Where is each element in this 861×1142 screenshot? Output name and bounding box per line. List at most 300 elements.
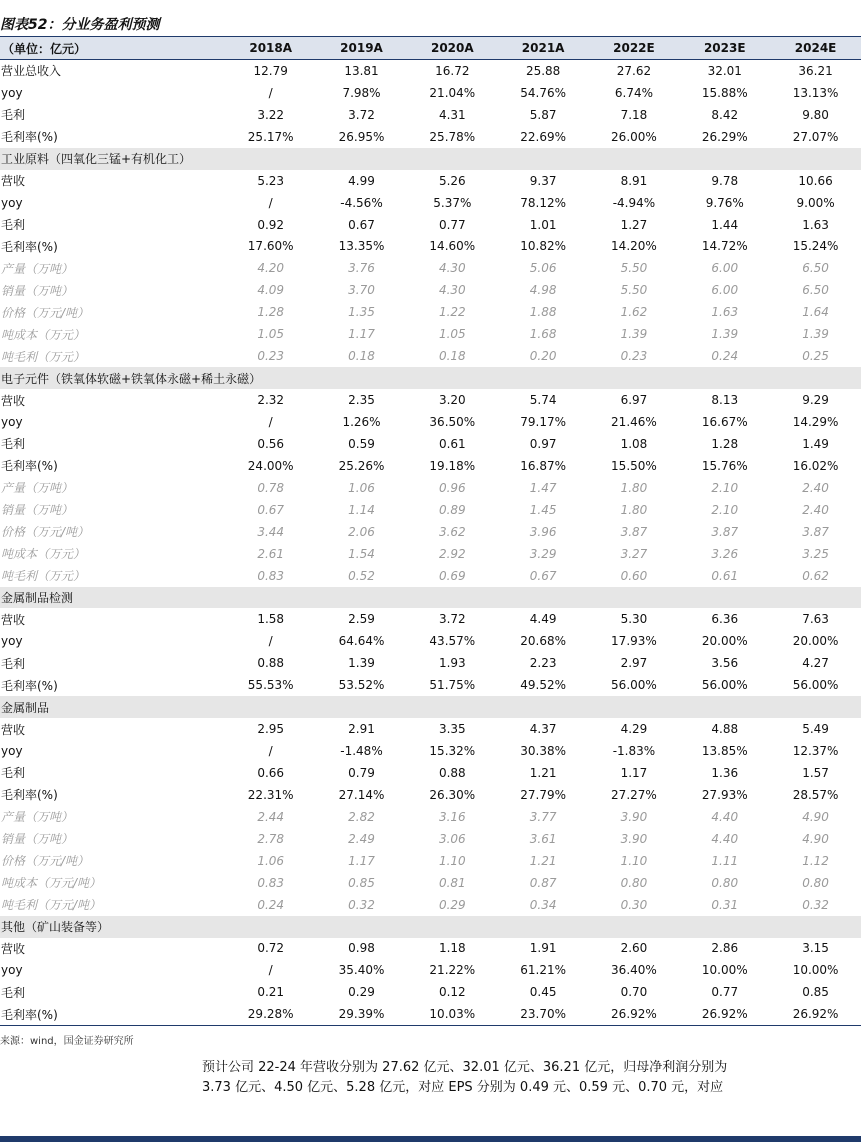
value-cell: 14.29% bbox=[792, 414, 839, 429]
detail-row bbox=[0, 301, 861, 323]
value-cell: 2.35 bbox=[348, 393, 375, 408]
value-cell: 1.05 bbox=[257, 327, 285, 342]
row-label: 毛利率(%) bbox=[1, 459, 58, 474]
paragraph-line: 3.73 亿元、4.50 亿元、5.28 亿元，对应 EPS 分别为 0.49 元、0.59 元、0.70 元，对应 bbox=[202, 1080, 724, 1095]
value-cell: 14.72% bbox=[701, 239, 748, 254]
value-cell: 20.00% bbox=[792, 634, 839, 649]
value-cell: 0.34 bbox=[529, 897, 557, 912]
table-row bbox=[0, 652, 861, 674]
value-cell: 3.29 bbox=[529, 546, 557, 561]
value-cell: 0.67 bbox=[257, 502, 285, 517]
row-label: 毛利率(%) bbox=[1, 788, 58, 803]
section-label: 金属制品检测 bbox=[0, 587, 861, 609]
row-label: 营收 bbox=[1, 174, 26, 189]
value-cell: 3.20 bbox=[438, 393, 466, 408]
value-cell: 1.06 bbox=[348, 480, 375, 495]
value-cell: 13.35% bbox=[338, 239, 385, 254]
detail-row bbox=[0, 521, 861, 543]
value-cell: 3.62 bbox=[438, 524, 466, 539]
value-cell: 1.64 bbox=[802, 305, 829, 320]
value-cell: 0.88 bbox=[257, 656, 285, 671]
value-cell: 0.78 bbox=[257, 480, 285, 495]
table-row bbox=[0, 981, 861, 1003]
header-year-cell: 2023E bbox=[679, 37, 770, 60]
value-cell: 0.77 bbox=[438, 217, 466, 232]
value-cell: 30.38% bbox=[520, 744, 566, 759]
value-cell: / bbox=[268, 963, 273, 978]
value-cell: / bbox=[268, 195, 273, 210]
value-cell: 2.06 bbox=[348, 524, 375, 539]
value-cell: 1.54 bbox=[348, 546, 375, 561]
value-cell: 20.00% bbox=[701, 634, 748, 649]
row-label: 毛利 bbox=[1, 985, 26, 1000]
value-cell: 2.97 bbox=[620, 656, 648, 671]
value-cell: 0.18 bbox=[438, 349, 466, 364]
value-cell: 3.61 bbox=[529, 831, 557, 846]
value-cell: 56.00% bbox=[611, 678, 657, 693]
value-cell: 4.37 bbox=[529, 722, 557, 737]
table-row bbox=[0, 60, 861, 82]
value-cell: 9.37 bbox=[529, 173, 557, 188]
row-label: yoy bbox=[1, 963, 23, 978]
value-cell: 10.00% bbox=[701, 963, 748, 978]
value-cell: 3.87 bbox=[620, 524, 648, 539]
value-cell: 3.22 bbox=[257, 107, 285, 122]
value-cell: 13.85% bbox=[701, 744, 748, 759]
section-header-row bbox=[0, 916, 861, 938]
value-cell: 1.22 bbox=[438, 305, 466, 320]
value-cell: 1.68 bbox=[529, 327, 557, 342]
value-cell: 15.76% bbox=[701, 458, 748, 473]
row-label: 毛利 bbox=[1, 108, 26, 123]
value-cell: 53.52% bbox=[338, 678, 385, 693]
value-cell: 0.45 bbox=[529, 985, 557, 1000]
table-row bbox=[0, 1003, 861, 1025]
value-cell: 36.21 bbox=[798, 63, 833, 78]
value-cell: 1.05 bbox=[438, 327, 466, 342]
detail-row bbox=[0, 806, 861, 828]
row-label: 吨毛利（万元/吨） bbox=[1, 898, 102, 913]
value-cell: 0.85 bbox=[802, 985, 829, 1000]
value-cell: 26.92% bbox=[679, 1003, 770, 1025]
header-year-cell: 2018A bbox=[225, 37, 316, 60]
value-cell: 0.52 bbox=[348, 568, 375, 583]
value-cell: 0.85 bbox=[348, 875, 375, 890]
row-label: 营收 bbox=[1, 722, 26, 737]
value-cell: 1.17 bbox=[348, 327, 375, 342]
value-cell: 3.44 bbox=[257, 524, 285, 539]
value-cell: 3.87 bbox=[711, 524, 739, 539]
value-cell: 1.21 bbox=[529, 765, 557, 780]
value-cell: 6.00 bbox=[711, 261, 739, 276]
value-cell: 1.17 bbox=[348, 853, 375, 868]
value-cell: 15.88% bbox=[701, 85, 748, 100]
value-cell: 8.42 bbox=[711, 107, 739, 122]
value-cell: 1.39 bbox=[348, 656, 375, 671]
value-cell: 1.62 bbox=[620, 305, 648, 320]
value-cell: 12.37% bbox=[792, 744, 839, 759]
value-cell: 16.67% bbox=[701, 414, 748, 429]
value-cell: 0.72 bbox=[257, 941, 285, 956]
value-cell: 56.00% bbox=[701, 678, 748, 693]
value-cell: 0.80 bbox=[620, 875, 648, 890]
value-cell: 4.29 bbox=[620, 722, 648, 737]
value-cell: 2.95 bbox=[257, 722, 285, 737]
table-row bbox=[0, 784, 861, 806]
value-cell: / bbox=[268, 634, 273, 649]
value-cell: 0.97 bbox=[529, 436, 557, 451]
table-row bbox=[0, 126, 861, 148]
value-cell: 4.49 bbox=[529, 612, 557, 627]
value-cell: 2.40 bbox=[802, 480, 829, 495]
value-cell: 10.00% bbox=[792, 963, 839, 978]
value-cell: 1.14 bbox=[348, 502, 375, 517]
value-cell: 7.63 bbox=[802, 612, 829, 627]
value-cell: 3.87 bbox=[802, 524, 829, 539]
value-cell: 14.20% bbox=[611, 239, 657, 254]
value-cell: 1.91 bbox=[529, 941, 557, 956]
paragraph-line: 预计公司 22-24 年营收分别为 27.62 亿元、32.01 亿元、36.21 亿元，归母净利润分别为 bbox=[202, 1060, 728, 1075]
value-cell: 5.50 bbox=[620, 283, 648, 298]
value-cell: 27.93% bbox=[701, 787, 748, 802]
value-cell: 20.68% bbox=[520, 634, 566, 649]
value-cell: 0.32 bbox=[802, 897, 829, 912]
value-cell: 36.50% bbox=[429, 414, 476, 429]
value-cell: 7.98% bbox=[342, 85, 381, 100]
value-cell: / bbox=[268, 414, 273, 429]
detail-row bbox=[0, 850, 861, 872]
value-cell: 10.66 bbox=[798, 173, 833, 188]
value-cell: 4.90 bbox=[802, 809, 829, 824]
value-cell: 0.88 bbox=[438, 765, 466, 780]
value-cell: 9.80 bbox=[802, 107, 829, 122]
value-cell: 10.03% bbox=[407, 1003, 498, 1025]
value-cell: 25.88 bbox=[525, 63, 561, 78]
value-cell: 0.61 bbox=[711, 568, 739, 583]
row-label: 毛利 bbox=[1, 766, 26, 781]
detail-row bbox=[0, 565, 861, 587]
value-cell: 10.82% bbox=[520, 239, 566, 254]
table-row bbox=[0, 608, 861, 630]
value-cell: 0.29 bbox=[348, 985, 375, 1000]
value-cell: 0.79 bbox=[348, 765, 375, 780]
value-cell: 7.18 bbox=[620, 107, 648, 122]
value-cell: 2.82 bbox=[348, 809, 375, 824]
value-cell: 1.49 bbox=[802, 436, 829, 451]
value-cell: 2.86 bbox=[711, 941, 739, 956]
value-cell: 1.10 bbox=[438, 853, 466, 868]
value-cell: 17.60% bbox=[247, 239, 294, 254]
value-cell: 1.06 bbox=[257, 853, 285, 868]
value-cell: 0.12 bbox=[438, 985, 466, 1000]
row-label: 毛利率(%) bbox=[1, 130, 58, 145]
table-row bbox=[0, 740, 861, 762]
value-cell: 12.79 bbox=[253, 63, 288, 78]
value-cell: 0.25 bbox=[802, 349, 829, 364]
value-cell: 1.39 bbox=[711, 327, 739, 342]
value-cell: 29.28% bbox=[225, 1003, 316, 1025]
value-cell: 15.24% bbox=[792, 239, 839, 254]
value-cell: 1.11 bbox=[711, 853, 739, 868]
value-cell: 26.30% bbox=[429, 787, 476, 802]
value-cell: 0.60 bbox=[620, 568, 648, 583]
detail-row bbox=[0, 345, 861, 367]
row-label: 营业总收入 bbox=[1, 64, 62, 79]
value-cell: 4.20 bbox=[257, 261, 285, 276]
value-cell: 3.90 bbox=[620, 809, 648, 824]
value-cell: 1.35 bbox=[348, 305, 375, 320]
value-cell: 0.77 bbox=[711, 985, 739, 1000]
value-cell: 5.37% bbox=[433, 195, 472, 210]
value-cell: 25.26% bbox=[338, 458, 385, 473]
section-label: 电子元件（铁氧体软磁+铁氧体永磁+稀土永磁） bbox=[0, 367, 861, 389]
value-cell: 21.04% bbox=[429, 85, 476, 100]
value-cell: 13.81 bbox=[344, 63, 379, 78]
value-cell: 2.92 bbox=[438, 546, 466, 561]
row-label: 毛利率(%) bbox=[1, 239, 58, 254]
value-cell: 0.87 bbox=[529, 875, 557, 890]
value-cell: 61.21% bbox=[520, 963, 566, 978]
value-cell: 1.12 bbox=[802, 853, 829, 868]
value-cell: 8.91 bbox=[620, 173, 648, 188]
row-label: 毛利率(%) bbox=[1, 678, 58, 693]
value-cell: 25.78% bbox=[429, 129, 476, 144]
value-cell: 1.88 bbox=[529, 305, 557, 320]
row-label: yoy bbox=[1, 85, 23, 100]
detail-row bbox=[0, 894, 861, 916]
value-cell: 5.26 bbox=[438, 173, 466, 188]
value-cell: 0.59 bbox=[348, 436, 375, 451]
detail-row bbox=[0, 323, 861, 345]
value-cell: 0.98 bbox=[348, 941, 375, 956]
value-cell: 0.67 bbox=[529, 568, 557, 583]
value-cell: 16.72 bbox=[435, 63, 470, 78]
value-cell: 0.20 bbox=[529, 349, 557, 364]
value-cell: -1.48% bbox=[340, 744, 383, 759]
value-cell: 0.67 bbox=[348, 217, 375, 232]
table-row bbox=[0, 192, 861, 214]
value-cell: 1.27 bbox=[620, 217, 648, 232]
row-label: 价格（万元/吨） bbox=[1, 525, 90, 540]
row-label: 营收 bbox=[1, 941, 26, 956]
row-label: yoy bbox=[1, 195, 23, 210]
section-label: 其他（矿山装备等） bbox=[0, 916, 861, 938]
value-cell: 16.02% bbox=[792, 458, 839, 473]
value-cell: 0.24 bbox=[711, 349, 739, 364]
value-cell: 9.78 bbox=[711, 173, 739, 188]
section-header-row bbox=[0, 696, 861, 718]
value-cell: 0.80 bbox=[711, 875, 739, 890]
table-row bbox=[0, 674, 861, 696]
value-cell: 2.49 bbox=[348, 831, 375, 846]
value-cell: 3.72 bbox=[348, 107, 375, 122]
row-label: 销量（万吨） bbox=[1, 832, 74, 847]
table-row bbox=[0, 455, 861, 477]
value-cell: 3.77 bbox=[529, 809, 557, 824]
value-cell: 22.69% bbox=[520, 129, 566, 144]
row-label: 销量（万吨） bbox=[1, 503, 74, 518]
value-cell: 35.40% bbox=[338, 963, 385, 978]
value-cell: 22.31% bbox=[247, 787, 294, 802]
value-cell: 5.30 bbox=[620, 612, 648, 627]
value-cell: 54.76% bbox=[520, 85, 566, 100]
value-cell: 4.40 bbox=[711, 809, 739, 824]
table-row bbox=[0, 104, 861, 126]
value-cell: 2.40 bbox=[802, 502, 829, 517]
detail-row bbox=[0, 828, 861, 850]
value-cell: 1.39 bbox=[620, 327, 648, 342]
value-cell: 3.16 bbox=[438, 809, 466, 824]
value-cell: 1.36 bbox=[711, 765, 739, 780]
value-cell: 0.23 bbox=[620, 349, 648, 364]
value-cell: 0.89 bbox=[438, 502, 466, 517]
value-cell: 0.29 bbox=[438, 897, 466, 912]
value-cell: 0.23 bbox=[257, 349, 285, 364]
row-label: 销量（万吨） bbox=[1, 283, 74, 298]
value-cell: 0.81 bbox=[438, 875, 466, 890]
row-label: 产量（万吨） bbox=[1, 481, 74, 496]
table-row bbox=[0, 718, 861, 740]
value-cell: 15.32% bbox=[429, 744, 476, 759]
value-cell: -4.56% bbox=[340, 195, 383, 210]
value-cell: 3.35 bbox=[438, 722, 466, 737]
value-cell: 2.59 bbox=[348, 612, 375, 627]
value-cell: 1.93 bbox=[438, 656, 466, 671]
value-cell: 3.15 bbox=[802, 941, 829, 956]
value-cell: 1.80 bbox=[620, 480, 648, 495]
value-cell: 0.24 bbox=[257, 897, 285, 912]
value-cell: 6.50 bbox=[802, 283, 829, 298]
value-cell: 4.90 bbox=[802, 831, 829, 846]
value-cell: / bbox=[268, 85, 273, 100]
row-label: yoy bbox=[1, 634, 23, 649]
value-cell: 0.18 bbox=[348, 349, 375, 364]
value-cell: 1.47 bbox=[529, 480, 557, 495]
value-cell: -1.83% bbox=[612, 744, 656, 759]
value-cell: 56.00% bbox=[792, 678, 839, 693]
value-cell: 5.06 bbox=[529, 261, 557, 276]
value-cell: 26.95% bbox=[338, 129, 385, 144]
value-cell: 26.92% bbox=[770, 1003, 861, 1025]
value-cell: 0.70 bbox=[620, 985, 648, 1000]
value-cell: 1.28 bbox=[257, 305, 285, 320]
detail-row bbox=[0, 499, 861, 521]
value-cell: 26.00% bbox=[611, 129, 657, 144]
value-cell: 3.25 bbox=[802, 546, 829, 561]
value-cell: 1.80 bbox=[620, 502, 648, 517]
page-bottom-bar bbox=[0, 1136, 861, 1142]
value-cell: 4.99 bbox=[348, 173, 375, 188]
value-cell: 9.76% bbox=[705, 195, 744, 210]
forecast-paragraph bbox=[202, 1058, 857, 1098]
value-cell: 2.91 bbox=[348, 722, 375, 737]
value-cell: 2.60 bbox=[620, 941, 648, 956]
table-row bbox=[0, 762, 861, 784]
value-cell: 4.40 bbox=[711, 831, 739, 846]
value-cell: 3.56 bbox=[711, 656, 739, 671]
header-year-cell: 2021A bbox=[498, 37, 589, 60]
row-label: yoy bbox=[1, 414, 23, 429]
value-cell: 15.50% bbox=[611, 458, 657, 473]
value-cell: 0.21 bbox=[257, 985, 285, 1000]
value-cell: 2.78 bbox=[257, 831, 285, 846]
row-label: 吨成本（万元） bbox=[1, 547, 86, 562]
value-cell: 27.62 bbox=[616, 63, 652, 78]
value-cell: 1.10 bbox=[620, 853, 648, 868]
value-cell: 1.39 bbox=[802, 327, 829, 342]
value-cell: 1.17 bbox=[620, 765, 648, 780]
value-cell: 1.63 bbox=[711, 305, 739, 320]
detail-row bbox=[0, 279, 861, 301]
value-cell: 13.13% bbox=[792, 85, 839, 100]
row-label: 毛利 bbox=[1, 218, 26, 233]
value-cell: 3.72 bbox=[438, 612, 466, 627]
section-header-row bbox=[0, 587, 861, 609]
detail-row bbox=[0, 543, 861, 565]
value-cell: -4.94% bbox=[612, 195, 656, 210]
table-row bbox=[0, 411, 861, 433]
table-row bbox=[0, 938, 861, 960]
value-cell: 23.70% bbox=[498, 1003, 589, 1025]
value-cell: 28.57% bbox=[792, 787, 839, 802]
header-year-cell: 2022E bbox=[589, 37, 680, 60]
value-cell: 79.17% bbox=[520, 414, 566, 429]
value-cell: 4.31 bbox=[438, 107, 466, 122]
value-cell: 1.45 bbox=[529, 502, 557, 517]
section-header-row bbox=[0, 367, 861, 389]
value-cell: 27.27% bbox=[611, 787, 657, 802]
value-cell: 5.50 bbox=[620, 261, 648, 276]
value-cell: 55.53% bbox=[247, 678, 294, 693]
value-cell: 1.63 bbox=[802, 217, 829, 232]
value-cell: 21.46% bbox=[611, 414, 657, 429]
value-cell: 6.36 bbox=[711, 612, 739, 627]
value-cell: 1.21 bbox=[529, 853, 557, 868]
row-label: 毛利 bbox=[1, 656, 26, 671]
value-cell: 4.98 bbox=[529, 283, 557, 298]
table-row bbox=[0, 389, 861, 411]
value-cell: 1.28 bbox=[711, 436, 739, 451]
value-cell: 19.18% bbox=[429, 458, 476, 473]
figure-title: 图表52：分业务盈利预测 bbox=[0, 17, 160, 33]
value-cell: 14.60% bbox=[429, 239, 476, 254]
row-label: 产量（万吨） bbox=[1, 810, 74, 825]
row-label: 价格（万元/吨） bbox=[1, 854, 90, 869]
header-year-cell: 2024E bbox=[770, 37, 861, 60]
value-cell: 3.90 bbox=[620, 831, 648, 846]
value-cell: 3.76 bbox=[348, 261, 375, 276]
value-cell: 0.31 bbox=[711, 897, 739, 912]
header-year-cell: 2020A bbox=[407, 37, 498, 60]
value-cell: 0.32 bbox=[348, 897, 375, 912]
value-cell: 17.93% bbox=[611, 634, 657, 649]
value-cell: 26.92% bbox=[589, 1003, 680, 1025]
value-cell: 21.22% bbox=[429, 963, 476, 978]
value-cell: 16.87% bbox=[520, 458, 566, 473]
row-label: 毛利率(%) bbox=[0, 1003, 225, 1025]
value-cell: 0.61 bbox=[438, 436, 466, 451]
value-cell: 3.27 bbox=[620, 546, 648, 561]
value-cell: 6.74% bbox=[614, 85, 653, 100]
value-cell: 1.08 bbox=[620, 436, 648, 451]
value-cell: 1.01 bbox=[529, 217, 557, 232]
value-cell: 26.29% bbox=[701, 129, 748, 144]
row-label: 营收 bbox=[1, 393, 26, 408]
table-body bbox=[0, 60, 861, 1026]
detail-row bbox=[0, 257, 861, 279]
table-row bbox=[0, 433, 861, 455]
value-cell: 25.17% bbox=[247, 129, 294, 144]
